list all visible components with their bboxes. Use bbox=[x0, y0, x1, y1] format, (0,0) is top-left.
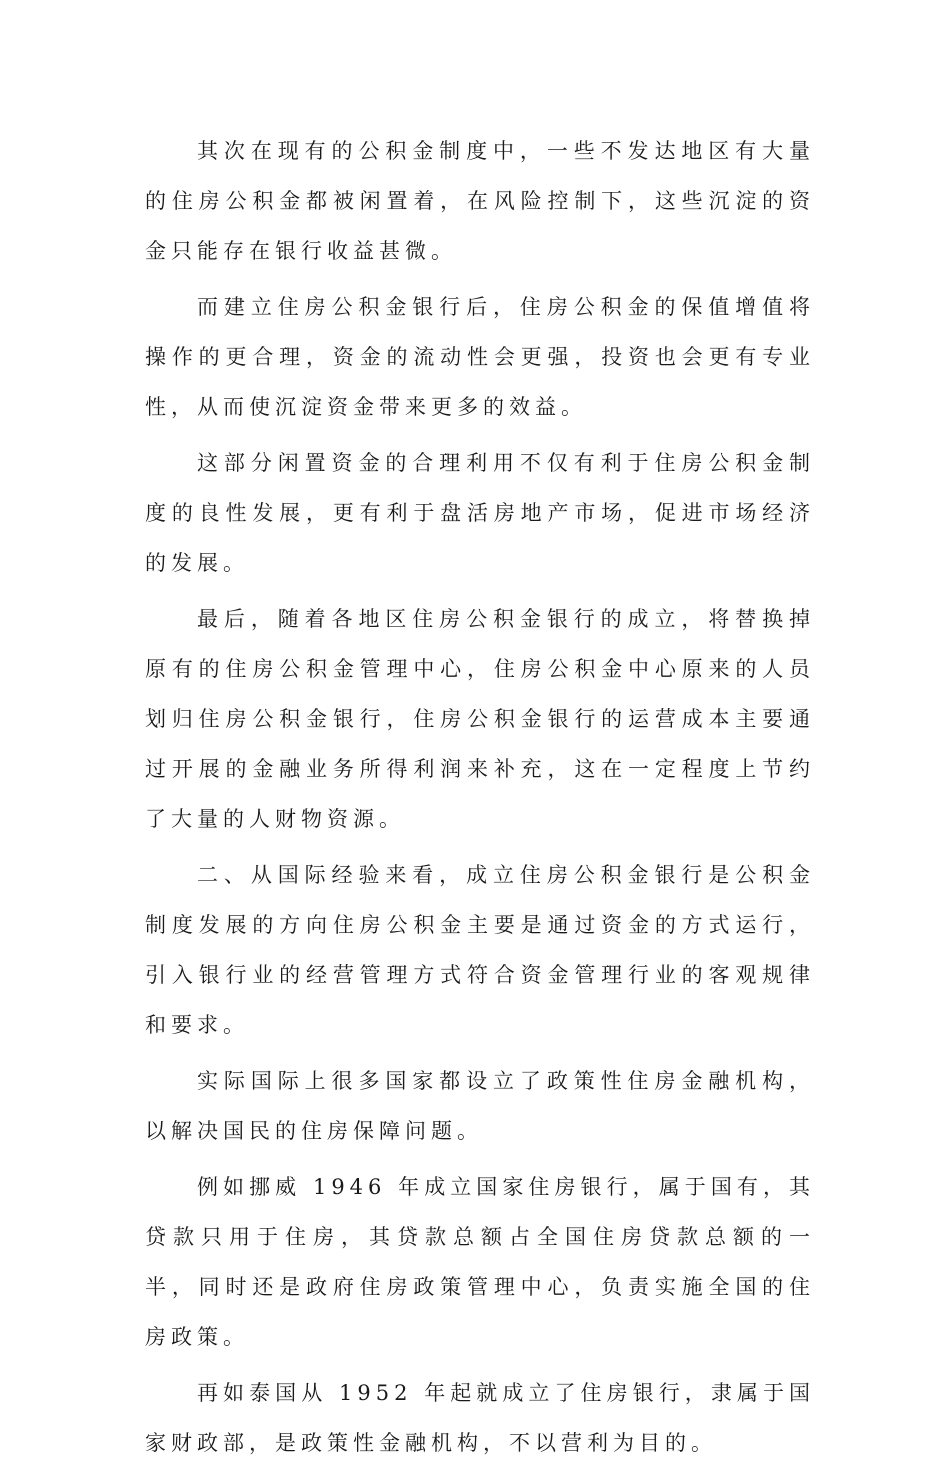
document-body bbox=[145, 126, 815, 1474]
paragraph-7: 例如挪威 1946 年成立国家住房银行，属于国有，其贷款只用于住房，其贷款总额占全国住房贷款总额的一半，同时还是政府住房政策管理中心，负责实施全国的住房政策。 bbox=[145, 1175, 815, 1349]
paragraph-1: 其次在现有的公积金制度中，一些不发达地区有大量的住房公积金都被闲置着，在风险控制下，这些沉淀的资金只能存在银行收益甚微。 bbox=[145, 139, 815, 263]
paragraph-5: 二、从国际经验来看，成立住房公积金银行是公积金制度发展的方向住房公积金主要是通过资金的方式运行，引入银行业的经营管理方式符合资金管理行业的客观规律和要求。 bbox=[145, 863, 815, 1037]
paragraph-3: 这部分闲置资金的合理利用不仅有利于住房公积金制度的良性发展，更有利于盘活房地产市场，促进市场经济的发展。 bbox=[145, 451, 815, 575]
paragraph-6: 实际国际上很多国家都设立了政策性住房金融机构，以解决国民的住房保障问题。 bbox=[145, 1069, 815, 1143]
paragraph-4: 最后，随着各地区住房公积金银行的成立，将替换掉原有的住房公积金管理中心，住房公积金中心原来的人员划归住房公积金银行，住房公积金银行的运营成本主要通过开展的金融业务所得利润来补充，这在一定程度上节约了大量的人财物资源。 bbox=[145, 607, 815, 831]
paragraph-8: 再如泰国从 1952 年起就成立了住房银行，隶属于国家财政部，是政策性金融机构，不以营利为目的。 bbox=[145, 1381, 815, 1455]
paragraph-2: 而建立住房公积金银行后，住房公积金的保值增值将操作的更合理，资金的流动性会更强，投资也会更有专业性，从而使沉淀资金带来更多的效益。 bbox=[145, 295, 815, 419]
